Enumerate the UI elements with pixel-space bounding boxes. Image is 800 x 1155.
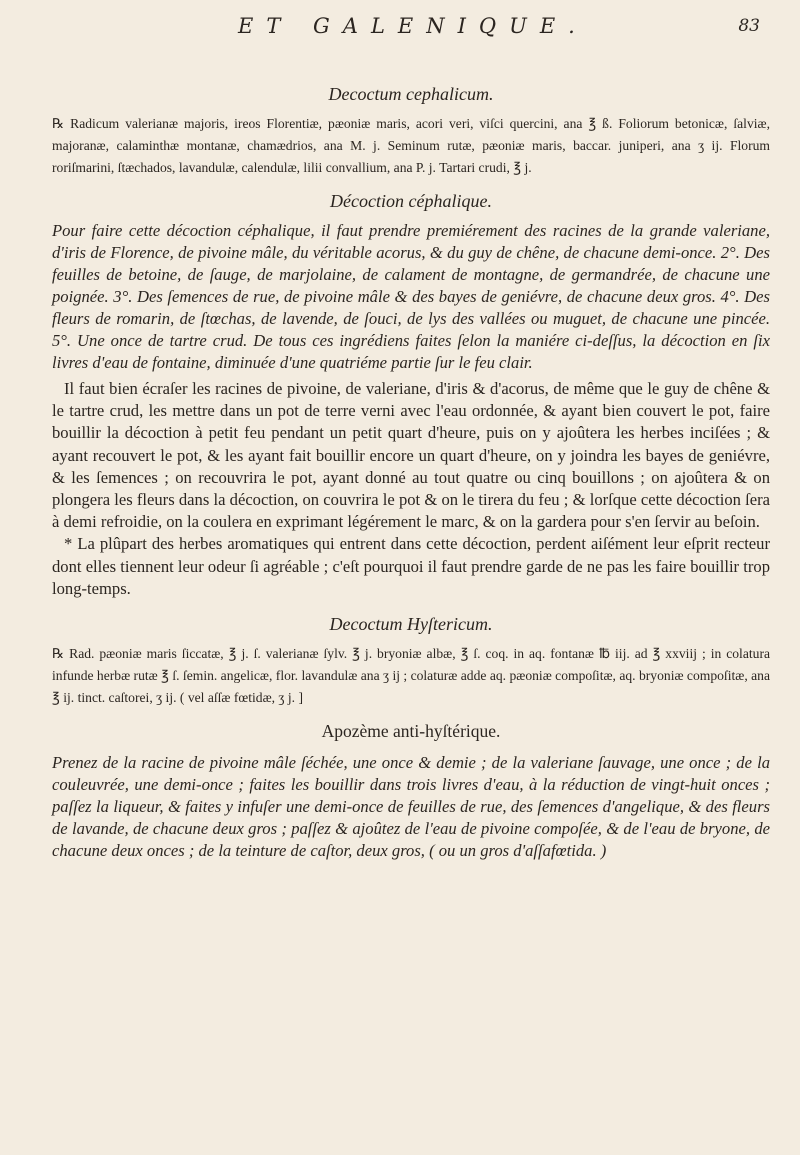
commentary-paragraph-1: Il faut bien écraſer les racines de pivoine, de valeriane, d'iris & d'acorus, de même que le guy de chêne & le tartre crud, les mettre dans un pot de terre verni avec l'eau ordonnée, & ayant bien couvert le pot, faire bouillir la décoction à petit feu pendant un petit quart d'heure, puis on y ajoûtera les herbes inciſées ; & ayant recouvert le pot, & les ayant fait bouillir encore un quart d'heure, on y joindra les bayes de geniévre, & les ſemences ; on recouvrira le pot, ayant donné au tout quatre ou cinq bouillons ; on ajoûtera & on plongera les fleurs dans la décoction, on couvrira le pot & on le tirera du feu ; & lorſque cette décoction ſera à demi refroidie, on la coulera en exprimant légérement le marc, & on la gardera pour s'en ſervir au beſoin.: [52, 379, 770, 532]
page-content: [52, 84, 770, 866]
page-number: 83: [738, 16, 760, 36]
heading-apozeme: Apozème anti-hyſtérique.: [321, 721, 501, 742]
heading-decoctum-hystericum: Decoctum Hyſtericum.: [329, 614, 493, 635]
latin-recipe-cephalicum: ℞ Radicum valerianæ majoris, ireos Florentiæ, pæoniæ maris, acori veri, viſci quercini, ana ℥ ß. Foliorum betonicæ, ſalviæ, majoranæ, calaminthæ montanæ, chamædrios, ana M. j. Seminum rutæ, pæoniæ maris, baccar. juniperi, ana ʒ ij. Florum roriſmarini, ſtæchados, lavandulæ, calendulæ, lilii convallium, ana P. j. Tartari crudi, ℥ j.: [52, 116, 770, 175]
french-instruction-cephalique: Pour faire cette décoction céphalique, il faut prendre premiérement des racines de la grande valeriane, d'iris de Florence, de pivoine mâle, du véritable acorus, & du guy de chêne, de chacune demi-once. 2°. Des feuilles de betoine, de ſauge, de marjolaine, de calament de montagne, de germandrée, de chacune une poignée. 3°. Des ſemences de rue, de pivoine mâle & des bayes de geniévre, de chacune deux gros. 4°. Des fleurs de romarin, de ſtœchas, de lavende, de ſouci, de lys des vallées ou muguet, de chacune une pincée. 5°. Une once de tartre crud. De tous ces ingrédiens faites ſelon la maniére ci-deſſus, la décoction en ſix livres d'eau de fontaine, diminuée d'une quatriéme partie ſur le feu clair.: [52, 221, 770, 372]
running-title: ET GALENIQUE.: [238, 14, 588, 38]
heading-decoction-cephalique: Décoction céphalique.: [330, 191, 492, 211]
page-header: [0, 6, 800, 42]
french-instruction-apozeme: Prenez de la racine de pivoine mâle ſéchée, une once & demie ; de la valeriane ſauvage, une once ; de la couleuvrée, une demi-once ; faites les bouillir dans trois livres d'eau, à la réduction de vingt-huit onces ; paſſez la liqueur, & faites y infuſer une demi-once de feuilles de rue, des ſemences d'angelique, & des fleurs de lavande, de chacune deux gros ; paſſez & ajoûtez de l'eau de pivoine compoſée, & de l'eau de bryone, de chacune deux onces ; de la teinture de caſtor, deux gros, ( ou un gros d'aſſafœtida. ): [52, 753, 770, 861]
heading-decoctum-cephalicum: Decoctum cephalicum.: [328, 84, 494, 104]
commentary: [52, 378, 770, 600]
commentary-paragraph-2: * La plûpart des herbes aromatiques qui entrent dans cette décoction, perdent aiſément leur eſprit recteur dont elles tiennent leur odeur ſi agréable ; c'eſt pourquoi il faut prendre garde de ne pas les faire bouillir trop long-temps.: [52, 534, 770, 598]
latin-recipe-hystericum: ℞ Rad. pæoniæ maris ſiccatæ, ℥ j. ſ. valerianæ ſylv. ℥ j. bryoniæ albæ, ℥ ſ. coq. in aq. fontanæ ℔ iij. ad ℥ xxviij ; in colatura infunde herbæ rutæ ℥ ſ. ſemin. angelicæ, flor. lavandulæ ana ʒ ij ; colaturæ adde aq. pæoniæ compoſitæ, aq. bryoniæ compoſitæ, ana ℥ ij. tinct. caſtorei, ʒ ij. ( vel aſſæ fœtidæ, ʒ j. ]: [52, 646, 770, 706]
